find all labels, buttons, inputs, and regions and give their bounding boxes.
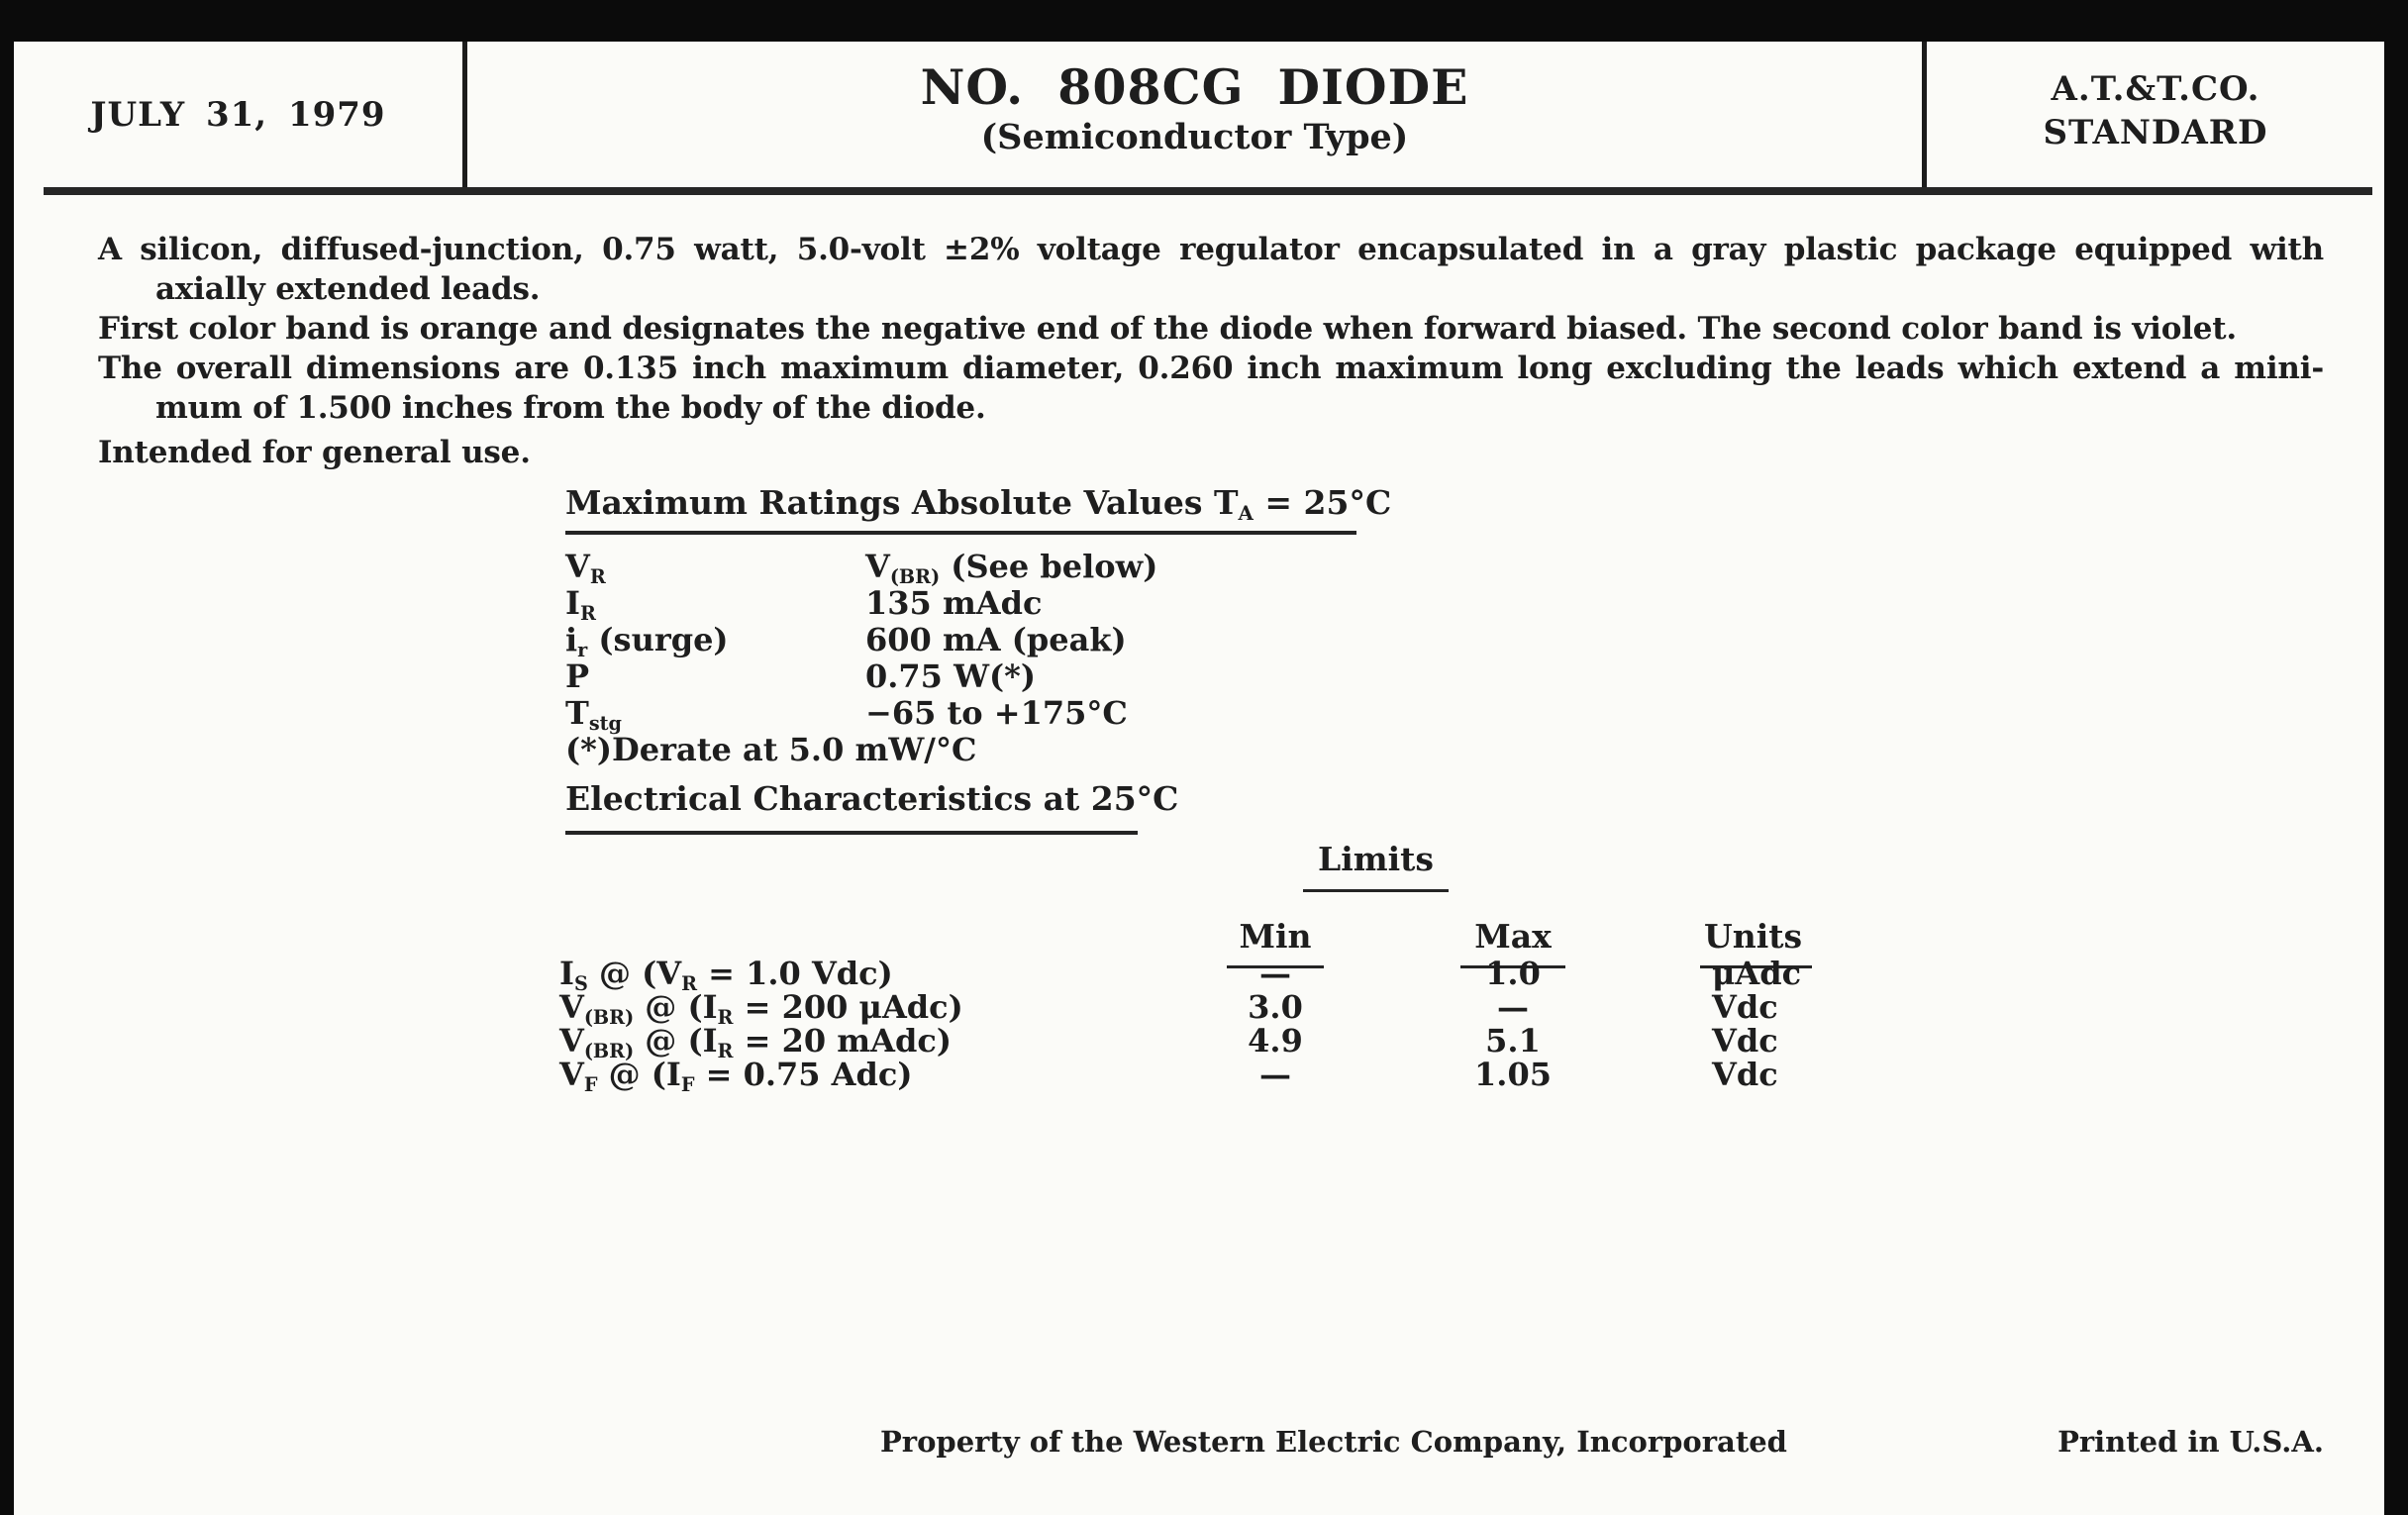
electrical-title: Electrical Characteristics at 25°C bbox=[565, 779, 1179, 818]
document-header bbox=[14, 42, 2384, 187]
limits-group-header: Limits bbox=[1317, 840, 1434, 878]
description-section bbox=[98, 230, 2324, 472]
ratings-value: −65 to +175°C bbox=[865, 694, 1128, 732]
ratings-term: $i_r$ (surge) bbox=[565, 621, 729, 661]
max-value: 1.0 bbox=[1485, 955, 1541, 992]
maximum-ratings-section bbox=[565, 483, 1391, 768]
units-value: Vdc bbox=[1712, 1022, 1778, 1060]
document-title: NO. 808CG DIODE bbox=[920, 58, 1469, 116]
paragraph-line: First color band is orange and designates the negative end of the diode when forward biased. The second color band is violet. bbox=[98, 311, 2238, 347]
ratings-value: 135 mAdc bbox=[865, 584, 1043, 622]
footer-property-text: Property of the Western Electric Company, Incorporated bbox=[880, 1425, 1787, 1459]
paragraph-line: mum of 1.500 inches from the body of the diode. bbox=[155, 390, 986, 426]
header-date-cell bbox=[14, 42, 467, 187]
maximum-ratings-list bbox=[565, 549, 1391, 768]
ratings-value: 600 mA (peak) bbox=[865, 621, 1127, 658]
ratings-footnote: (*)Derate at 5.0 mW/°C bbox=[565, 731, 977, 768]
units-value: Vdc bbox=[1712, 988, 1778, 1026]
table-row bbox=[14, 1022, 2384, 1062]
min-value: 3.0 bbox=[1248, 988, 1303, 1026]
table-row bbox=[14, 1056, 2384, 1096]
table-row bbox=[14, 955, 2384, 995]
max-value: — bbox=[1497, 988, 1529, 1026]
ratings-row bbox=[565, 694, 1391, 735]
units-value: μAdc bbox=[1712, 955, 1802, 992]
document-subtitle: (Semiconductor Type) bbox=[980, 117, 1409, 157]
document-date: JULY 31, 1979 bbox=[90, 94, 386, 135]
min-value: — bbox=[1259, 955, 1291, 992]
document-page bbox=[14, 42, 2384, 1515]
header-rule bbox=[44, 187, 2372, 195]
paragraph-line: A silicon, diffused-junction, 0.75 watt, 5.0-volt ±2% voltage regulator encapsulated in a gray plastic package equipped with bbox=[98, 232, 2324, 267]
min-value: — bbox=[1259, 1056, 1291, 1093]
ratings-term: P bbox=[565, 657, 590, 695]
min-value: 4.9 bbox=[1248, 1022, 1303, 1060]
column-header-max: Max bbox=[1440, 917, 1586, 957]
ratings-value: $V_{(BR)}$ (See below) bbox=[865, 548, 1158, 588]
maximum-ratings-title: Maximum Ratings Absolute Values $T_A = 25^\circ C$ bbox=[565, 483, 1392, 525]
limits-group-rule bbox=[1303, 889, 1449, 892]
footer-printed-text: Printed in U.S.A. bbox=[2057, 1425, 2324, 1459]
ratings-term: $V_R$ bbox=[565, 548, 606, 588]
max-value: 1.05 bbox=[1474, 1056, 1552, 1093]
paragraph-line: The overall dimensions are 0.135 inch maximum diameter, 0.260 inch maximum long excluding the leads which extend a mini- bbox=[98, 351, 2324, 386]
ratings-value: 0.75 W(*) bbox=[865, 657, 1037, 695]
electrical-section bbox=[565, 779, 1178, 835]
table-row bbox=[14, 988, 2384, 1029]
header-org-cell bbox=[1927, 42, 2384, 187]
ratings-term: $T_{stg}$ bbox=[565, 694, 622, 735]
row-label: $V_{(BR)}$ @ ($I_R = 200$ μAdc) bbox=[559, 988, 963, 1029]
header-title-cell bbox=[467, 42, 1927, 187]
ratings-row bbox=[565, 584, 1391, 625]
electrical-rule bbox=[565, 831, 1138, 835]
column-header-units: Units bbox=[1700, 917, 1918, 957]
paragraph-line: Intended for general use. bbox=[98, 435, 531, 470]
maximum-ratings-rule bbox=[565, 531, 1356, 535]
column-header-min: Min bbox=[1211, 917, 1340, 957]
ratings-row bbox=[565, 548, 1391, 588]
row-label: $V_F$ @ ($I_F = 0.75$ Adc) bbox=[559, 1056, 913, 1096]
ratings-row bbox=[565, 658, 1391, 695]
units-value: Vdc bbox=[1712, 1056, 1778, 1093]
limits-table-body bbox=[14, 955, 2384, 1096]
max-value: 5.1 bbox=[1485, 1022, 1541, 1060]
row-label: $I_S$ @ ($V_R = 1.0$ Vdc) bbox=[559, 955, 893, 995]
ratings-row bbox=[565, 621, 1391, 661]
org-line-1: A.T.&T.CO. bbox=[2051, 69, 2260, 109]
ratings-term: $I_R$ bbox=[565, 584, 596, 625]
row-label: $V_{(BR)}$ @ ($I_R = 20$ mAdc) bbox=[559, 1022, 952, 1062]
org-line-2: STANDARD bbox=[2043, 113, 2268, 152]
paragraph-line: axially extended leads. bbox=[155, 271, 541, 307]
